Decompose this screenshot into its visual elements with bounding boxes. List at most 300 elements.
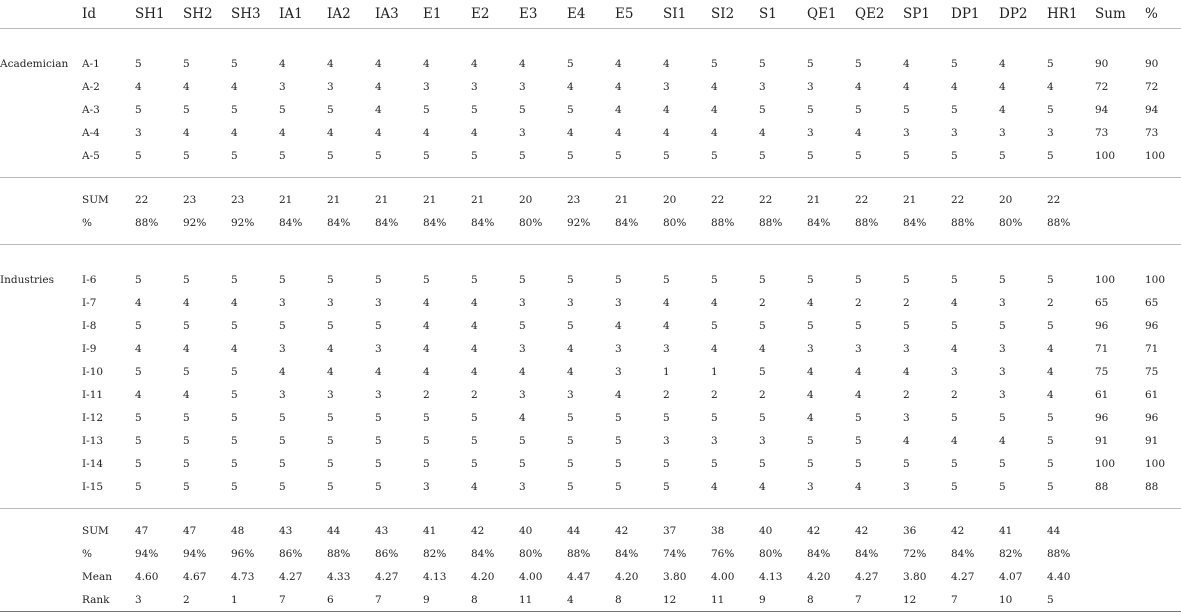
summary-cell: 42 — [855, 524, 869, 537]
summary-cell: 88% — [855, 216, 879, 229]
score-cell: 5 — [135, 319, 142, 332]
empty-cell — [999, 234, 1047, 245]
empty-cell — [711, 29, 759, 53]
summary-cell: 4.07 — [999, 570, 1023, 583]
score-cell: 5 — [855, 149, 862, 162]
column-header: SI2 — [711, 0, 759, 29]
score-cell: 5 — [855, 103, 862, 116]
score-cell: 5 — [855, 457, 862, 470]
summary-cell — [1145, 519, 1181, 542]
summary-cell: 4.27 — [855, 570, 879, 583]
empty-cell — [0, 383, 82, 406]
score-cell: 4 — [807, 365, 814, 378]
score-cell: 3 — [375, 388, 382, 401]
empty-cell — [0, 29, 82, 53]
score-cell: 5 — [807, 149, 814, 162]
summary-label: % — [82, 547, 92, 560]
score-cell: 4 — [135, 296, 142, 309]
summary-cell: 21 — [903, 193, 917, 206]
score-cell: 4 — [807, 411, 814, 424]
empty-cell — [567, 178, 615, 189]
empty-cell — [279, 234, 327, 245]
score-cell: 5 — [615, 149, 622, 162]
summary-cell — [1095, 542, 1145, 565]
summary-cell: 94% — [183, 547, 207, 560]
empty-cell — [0, 588, 82, 612]
score-cell: 4 — [279, 57, 286, 70]
score-cell: 5 — [759, 149, 766, 162]
score-cell: 5 — [615, 457, 622, 470]
empty-cell — [375, 245, 423, 269]
empty-cell — [279, 29, 327, 53]
row-id: A-3 — [82, 103, 100, 116]
score-cell: 5 — [615, 480, 622, 493]
score-cell: 4 — [231, 342, 238, 355]
empty-cell — [375, 509, 423, 520]
empty-cell — [375, 167, 423, 178]
score-cell: 5 — [1047, 480, 1054, 493]
summary-cell: 42 — [951, 524, 965, 537]
score-cell: 2 — [423, 388, 430, 401]
group-label: Academician — [0, 57, 69, 70]
empty-cell — [0, 542, 82, 565]
summary-cell: 84% — [615, 216, 639, 229]
score-cell: 4 — [615, 80, 622, 93]
empty-cell — [0, 406, 82, 429]
score-cell: 4 — [375, 126, 382, 139]
group-spacer-row — [0, 167, 1181, 178]
score-cell: 5 — [327, 319, 334, 332]
score-cell: 3 — [855, 342, 862, 355]
empty-cell — [663, 29, 711, 53]
empty-cell — [999, 29, 1047, 53]
summary-cell: 82% — [423, 547, 447, 560]
score-cell: 3 — [807, 80, 814, 93]
score-cell: 5 — [327, 480, 334, 493]
score-cell: 1 — [663, 365, 670, 378]
score-cell: 5 — [807, 434, 814, 447]
empty-cell — [0, 75, 82, 98]
score-cell: 5 — [1047, 103, 1054, 116]
empty-cell — [951, 245, 999, 269]
empty-cell — [471, 29, 519, 53]
column-header: E3 — [519, 0, 567, 29]
group-gap-row — [0, 29, 1181, 53]
summary-cell: 5 — [1047, 588, 1095, 612]
empty-cell — [615, 178, 663, 189]
score-cell: 4 — [471, 57, 478, 70]
summary-cell — [1145, 188, 1181, 211]
score-cell: 4 — [615, 103, 622, 116]
summary-cell: 8 — [807, 588, 855, 612]
score-cell: 5 — [519, 457, 526, 470]
score-cell: 2 — [951, 388, 958, 401]
empty-cell — [951, 167, 999, 178]
score-cell: 5 — [183, 411, 190, 424]
summary-cell: 22 — [855, 193, 869, 206]
summary-cell: 22 — [711, 193, 725, 206]
score-cell: 4 — [1047, 388, 1054, 401]
score-cell: 5 — [231, 149, 238, 162]
score-cell: 3 — [519, 480, 526, 493]
empty-cell — [855, 167, 903, 178]
summary-cell: 37 — [663, 524, 677, 537]
score-cell: 5 — [471, 434, 478, 447]
score-cell: 5 — [999, 273, 1006, 286]
empty-cell — [999, 245, 1047, 269]
score-cell: 5 — [279, 149, 286, 162]
empty-cell — [1145, 234, 1181, 245]
summary-cell — [1095, 188, 1145, 211]
empty-cell — [1047, 245, 1095, 269]
empty-cell — [711, 167, 759, 178]
score-cell: 5 — [519, 319, 526, 332]
score-cell: 5 — [711, 57, 718, 70]
summary-label: SUM — [82, 193, 109, 206]
score-cell: 5 — [663, 273, 670, 286]
score-cell: 4 — [183, 388, 190, 401]
empty-cell — [855, 245, 903, 269]
score-cell: 4 — [1047, 365, 1054, 378]
column-header: IA1 — [279, 0, 327, 29]
table-row — [0, 121, 1181, 144]
empty-cell — [279, 245, 327, 269]
score-cell: 4 — [711, 342, 718, 355]
summary-cell: 84% — [951, 547, 975, 560]
score-cell: 5 — [231, 388, 238, 401]
score-cell: 4 — [519, 365, 526, 378]
score-cell: 4 — [903, 434, 910, 447]
summary-cell: 21 — [471, 193, 485, 206]
score-cell: 75 — [1145, 365, 1159, 378]
score-cell: 2 — [663, 388, 670, 401]
score-cell: 3 — [327, 80, 334, 93]
summary-cell: 92% — [567, 216, 591, 229]
summary-row — [0, 588, 1181, 612]
score-cell: 100 — [1095, 457, 1116, 470]
score-cell: 5 — [135, 411, 142, 424]
score-cell: 3 — [279, 388, 286, 401]
score-cell: 5 — [999, 149, 1006, 162]
summary-row — [0, 211, 1181, 234]
empty-cell — [1047, 29, 1095, 53]
empty-cell — [231, 234, 279, 245]
summary-cell — [1145, 211, 1181, 234]
score-cell: 4 — [567, 126, 574, 139]
empty-cell — [279, 167, 327, 178]
score-cell: 2 — [855, 296, 862, 309]
score-cell: 94 — [1145, 103, 1159, 116]
score-cell: 3 — [999, 388, 1006, 401]
score-cell: 4 — [471, 365, 478, 378]
summary-cell: 84% — [471, 547, 495, 560]
column-header: SH2 — [183, 0, 231, 29]
summary-cell: 9 — [759, 588, 807, 612]
summary-cell — [1145, 588, 1181, 612]
empty-cell — [0, 565, 82, 588]
score-cell: 5 — [183, 273, 190, 286]
empty-cell — [0, 211, 82, 234]
score-cell: 5 — [231, 103, 238, 116]
score-cell: 4 — [183, 126, 190, 139]
score-cell: 3 — [903, 126, 910, 139]
score-cell: 5 — [375, 411, 382, 424]
summary-cell: 4 — [567, 588, 615, 612]
score-cell: 5 — [759, 365, 766, 378]
score-cell: 4 — [327, 365, 334, 378]
row-id: A-5 — [82, 149, 100, 162]
summary-cell: 22 — [759, 193, 773, 206]
score-cell: 4 — [471, 480, 478, 493]
score-cell: 5 — [567, 434, 574, 447]
empty-cell — [423, 178, 471, 189]
empty-cell — [807, 509, 855, 520]
score-cell: 3 — [519, 126, 526, 139]
column-header: DP1 — [951, 0, 999, 29]
empty-cell — [951, 29, 999, 53]
empty-cell — [615, 509, 663, 520]
summary-cell: 9 — [423, 588, 471, 612]
score-cell: 5 — [999, 411, 1006, 424]
summary-cell: 96% — [231, 547, 255, 560]
score-cell: 5 — [951, 480, 958, 493]
summary-cell: 47 — [183, 524, 197, 537]
empty-cell — [567, 167, 615, 178]
score-cell: 5 — [951, 103, 958, 116]
summary-cell: 21 — [327, 193, 341, 206]
score-cell: 4 — [375, 57, 382, 70]
summary-cell: 74% — [663, 547, 687, 560]
empty-cell — [903, 234, 951, 245]
table-row — [0, 337, 1181, 360]
summary-cell: 88% — [759, 216, 783, 229]
summary-cell: 42 — [807, 524, 821, 537]
summary-cell: 4.00 — [711, 570, 735, 583]
score-cell: 3 — [135, 126, 142, 139]
score-cell: 3 — [663, 434, 670, 447]
empty-cell — [519, 498, 567, 509]
empty-cell — [519, 178, 567, 189]
score-cell: 3 — [327, 296, 334, 309]
empty-cell — [471, 498, 519, 509]
empty-cell — [82, 509, 135, 520]
score-cell: 5 — [903, 149, 910, 162]
score-cell: 5 — [423, 434, 430, 447]
empty-cell — [327, 245, 375, 269]
score-cell: 5 — [519, 273, 526, 286]
score-cell: 88 — [1145, 480, 1159, 493]
column-header: SP1 — [903, 0, 951, 29]
empty-cell — [0, 314, 82, 337]
score-cell: 5 — [807, 103, 814, 116]
empty-cell — [471, 167, 519, 178]
score-cell: 5 — [1047, 149, 1054, 162]
score-cell: 4 — [759, 342, 766, 355]
empty-cell — [903, 178, 951, 189]
score-cell: 5 — [327, 273, 334, 286]
column-header — [0, 0, 82, 29]
empty-cell — [279, 178, 327, 189]
score-cell: 100 — [1095, 149, 1116, 162]
score-cell: 4 — [999, 434, 1006, 447]
summary-cell — [1095, 588, 1145, 612]
score-cell: 5 — [183, 319, 190, 332]
summary-cell: 23 — [231, 193, 245, 206]
summary-cell: 84% — [807, 547, 831, 560]
empty-cell — [0, 429, 82, 452]
score-cell: 5 — [567, 457, 574, 470]
score-cell: 3 — [999, 296, 1006, 309]
score-cell: 4 — [951, 342, 958, 355]
score-cell: 5 — [663, 480, 670, 493]
score-cell: 91 — [1145, 434, 1159, 447]
empty-cell — [135, 245, 183, 269]
empty-cell — [135, 509, 183, 520]
table-row — [0, 360, 1181, 383]
empty-cell — [1047, 178, 1095, 189]
score-cell: 5 — [1047, 273, 1054, 286]
score-cell: 5 — [951, 57, 958, 70]
column-header: IA2 — [327, 0, 375, 29]
table-header-row — [0, 0, 1181, 29]
group-label: Industries — [0, 273, 54, 286]
empty-cell — [135, 167, 183, 178]
summary-gap-row — [0, 178, 1181, 189]
summary-row — [0, 188, 1181, 211]
summary-cell: 82% — [999, 547, 1023, 560]
empty-cell — [183, 167, 231, 178]
empty-cell — [135, 178, 183, 189]
score-cell: 5 — [471, 457, 478, 470]
summary-cell: 88% — [1047, 547, 1071, 560]
empty-cell — [855, 178, 903, 189]
score-cell: 4 — [999, 57, 1006, 70]
summary-cell: 12 — [903, 588, 951, 612]
score-cell: 4 — [711, 480, 718, 493]
summary-cell: 4.67 — [183, 570, 207, 583]
summary-cell: 92% — [183, 216, 207, 229]
score-cell: 5 — [183, 434, 190, 447]
score-cell: 4 — [999, 103, 1006, 116]
empty-cell — [807, 29, 855, 53]
empty-cell — [183, 498, 231, 509]
summary-cell: 4.73 — [231, 570, 255, 583]
empty-cell — [183, 178, 231, 189]
score-cell: 5 — [807, 57, 814, 70]
table-row — [0, 314, 1181, 337]
summary-cell: 38 — [711, 524, 725, 537]
empty-cell — [1047, 167, 1095, 178]
empty-cell — [423, 234, 471, 245]
score-cell: 4 — [231, 126, 238, 139]
score-cell: 5 — [567, 480, 574, 493]
table-row — [0, 144, 1181, 167]
summary-cell: 4.27 — [279, 570, 303, 583]
score-cell: 4 — [711, 296, 718, 309]
empty-cell — [855, 234, 903, 245]
empty-cell — [519, 29, 567, 53]
summary-cell: 88% — [567, 547, 591, 560]
summary-cell: 4.20 — [471, 570, 495, 583]
empty-cell — [663, 234, 711, 245]
summary-cell: 23 — [183, 193, 197, 206]
empty-cell — [0, 475, 82, 498]
score-cell: 5 — [183, 365, 190, 378]
summary-cell: 80% — [663, 216, 687, 229]
empty-cell — [0, 167, 82, 178]
score-cell: 2 — [711, 388, 718, 401]
score-cell: 5 — [519, 103, 526, 116]
score-cell: 73 — [1095, 126, 1109, 139]
summary-cell: 2 — [183, 588, 231, 612]
empty-cell — [615, 498, 663, 509]
empty-cell — [759, 245, 807, 269]
score-cell: 5 — [807, 457, 814, 470]
summary-cell: 76% — [711, 547, 735, 560]
score-cell: 5 — [567, 273, 574, 286]
score-cell: 4 — [567, 342, 574, 355]
column-header: QE2 — [855, 0, 903, 29]
empty-cell — [82, 498, 135, 509]
score-cell: 88 — [1095, 480, 1109, 493]
score-cell: 3 — [807, 126, 814, 139]
summary-cell: 6 — [327, 588, 375, 612]
score-cell: 3 — [519, 296, 526, 309]
summary-cell: 20 — [999, 193, 1013, 206]
score-cell: 4 — [1047, 342, 1054, 355]
score-cell: 4 — [135, 80, 142, 93]
score-cell: 4 — [423, 319, 430, 332]
score-cell: 5 — [327, 411, 334, 424]
empty-cell — [1047, 509, 1095, 520]
summary-label: Rank — [82, 588, 135, 612]
empty-cell — [519, 509, 567, 520]
empty-cell — [279, 498, 327, 509]
score-cell: 5 — [759, 457, 766, 470]
table-row — [0, 268, 1181, 291]
score-cell: 4 — [279, 365, 286, 378]
empty-cell — [471, 245, 519, 269]
summary-cell: 4.20 — [807, 570, 831, 583]
score-cell: 96 — [1145, 411, 1159, 424]
summary-cell: 84% — [375, 216, 399, 229]
summary-cell: 80% — [759, 547, 783, 560]
empty-cell — [327, 29, 375, 53]
empty-cell — [615, 29, 663, 53]
empty-cell — [951, 498, 999, 509]
summary-cell: 11 — [519, 588, 567, 612]
empty-cell — [711, 178, 759, 189]
score-cell: 4 — [615, 319, 622, 332]
summary-cell: 86% — [279, 547, 303, 560]
summary-cell: 4.20 — [615, 570, 639, 583]
score-cell: 3 — [375, 342, 382, 355]
score-cell: 3 — [1047, 126, 1054, 139]
score-cell: 5 — [375, 273, 382, 286]
score-cell: 61 — [1145, 388, 1159, 401]
score-cell: 5 — [759, 103, 766, 116]
table-row — [0, 291, 1181, 314]
score-cell: 5 — [183, 103, 190, 116]
summary-cell: 4.33 — [327, 570, 351, 583]
score-cell: 5 — [567, 319, 574, 332]
score-cell: 4 — [471, 342, 478, 355]
score-cell: 5 — [183, 457, 190, 470]
score-cell: 5 — [711, 319, 718, 332]
summary-cell: 48 — [231, 524, 245, 537]
score-cell: 4 — [855, 80, 862, 93]
empty-cell — [759, 167, 807, 178]
